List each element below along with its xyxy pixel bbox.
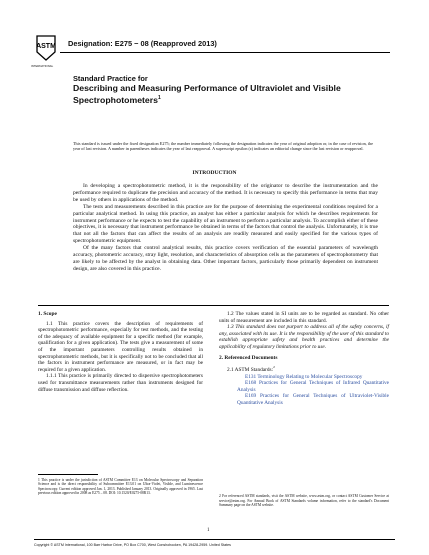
section-rule bbox=[38, 305, 389, 306]
scope-heading: 1. Scope bbox=[38, 311, 57, 317]
reference-item[interactable] bbox=[219, 380, 389, 393]
footnote-text: 2 For referenced ASTM standards, visit the ASTM website, www.astm.org, or contact ASTM Customer Service at service@astm.org. For Annual Book of ASTM Standards volume information, refer to the standard's Document Summary page on the ASTM website. bbox=[219, 494, 389, 508]
reference-code[interactable]: E131 bbox=[245, 373, 257, 380]
intro-paragraph: The tests and measurements described in this practice are for the purpose of determining the experimental conditions required for a particular analytical method. In using this practice, an analyst has either a particular analysis for which he describes requirements for instrument performance or he expects to test the capability of an instrument to perform a particular analysis. To accomplish either of these objectives, it is necessary that instrument performance be obtained in terms of the factors that control the analysis. Unfortunately, it is true that not all the factors that can affect the results of an analysis are readily measured and easily specified for the various types of spectrophotometric equipment. bbox=[73, 203, 378, 245]
right-column bbox=[219, 311, 389, 406]
reference-list bbox=[219, 374, 389, 407]
intro-paragraph: Of the many factors that control analytical results, this practice covers verification of the essential parameters of wavelength accuracy, photometric accuracy, stray light, resolution, and characteristics of absorption cells as the parameters of spectrophotometry that are likely to be affected by the analyst in obtaining data. Other important factors, particularly those primarily dependent on instrument design, are also covered in this practice. bbox=[73, 245, 378, 272]
scope-paragraph: 1.1 This practice covers the description of requirements of spectrophotometric performance, especially for test methods, and the testing of the adequacy of available equipment for a specific method (for example, qualification for a given application). The tests give a measurement of some of the important parameters controlling results obtained in spectrophotometric methods, but it is specifically not to be concluded that all the factors in instrument performance are measured, or in fact may be required for a given application. bbox=[38, 320, 203, 373]
scope-paragraph: 1.2 The values stated in SI units are to be regarded as standard. No other units of measurement are included in this standard. bbox=[219, 311, 389, 324]
designation: Designation: E275 − 08 (Reapproved 2013) bbox=[68, 39, 217, 48]
reference-title[interactable]: Terminology Relating to Molecular Spectroscopy bbox=[257, 373, 363, 380]
page-number: 1 bbox=[207, 528, 210, 533]
astm-logo-icon bbox=[34, 34, 58, 64]
reference-item[interactable] bbox=[219, 393, 389, 406]
footnote-text: 1 This practice is under the jurisdiction of ASTM Committee E13 on Molecular Spectroscopy and Separation Science and is the direct responsibility of Subcommittee E13.01 on Ultra-Violet, Visible, and Luminescence Spectroscopy. Current edition approved Jan. 1, 2013. Published January 2013. Originally approved in 1965. Last previous edition approved in 2008 as E275 – 08. DOI: 10.1520/E0275-08R13. bbox=[38, 477, 203, 496]
intro-paragraph: In developing a spectrophotometric method, it is the responsibility of the originator to describe the instrumentation and the performance required to duplicate the precision and accuracy of the method. It is necessary to specify this performance in terms that may be used by others in applications of the method. bbox=[73, 183, 378, 203]
introduction-heading: INTRODUCTION bbox=[192, 170, 237, 176]
copyright-notice: Copyright © ASTM International, 100 Barr Harbor Drive, PO Box C700, West Conshohocken, PA 19428-2959. United States bbox=[34, 543, 231, 547]
astm-standards-subheading bbox=[219, 364, 389, 373]
left-column bbox=[38, 311, 203, 393]
logo-caption: INTERNATIONAL bbox=[31, 64, 54, 68]
astm-standards-label: 2.1 ASTM Standards: bbox=[227, 366, 274, 373]
footnote-rule bbox=[38, 474, 98, 475]
svg-text:ASTM: ASTM bbox=[36, 43, 56, 50]
reference-title[interactable]: Practices for General Techniques of Ultraviolet-Visible Quantitative Analysis bbox=[237, 393, 390, 406]
document-title bbox=[73, 83, 363, 105]
standard-type: Standard Practice for bbox=[73, 74, 148, 83]
reference-code[interactable]: E168 bbox=[245, 380, 257, 387]
introduction-body bbox=[73, 183, 378, 273]
designation-notice: This standard is issued under the fixed designation E275; the number immediately following the designation indicates the year of original adoption or, in the case of revision, the year of last revision. A number in parentheses indicates the year of last reapproval. A superscript epsilon (ε) indicates an editorial change since the last revision or reapproval. bbox=[73, 141, 373, 152]
footer-rule bbox=[34, 539, 395, 540]
footnote-right bbox=[219, 494, 389, 508]
astm-standards-footnote-mark: 2 bbox=[273, 365, 275, 370]
references-heading: 2. Referenced Documents bbox=[219, 354, 278, 361]
document-title-text: Describing and Measuring Performance of Ultraviolet and Visible Spectrophotometers bbox=[73, 83, 341, 106]
scope-paragraph: 1.1.1 This practice is primarily directed to dispersive spectrophotometers used for transmittance measurements rather than instruments designed for diffuse transmission and diffuse reflection. bbox=[38, 373, 203, 393]
header-rule bbox=[60, 52, 390, 53]
title-footnote-mark: 1 bbox=[157, 95, 161, 102]
reference-title[interactable]: Practices for General Techniques of Infrared Quantitative Analysis bbox=[237, 380, 390, 393]
safety-paragraph: 1.3 This standard does not purport to address all of the safety concerns, if any, associated with its use. It is the responsibility of the user of this standard to establish appropriate safety and health practices and determine the applicability of regulatory limitations prior to use. bbox=[219, 324, 389, 350]
footnote-left bbox=[38, 474, 203, 496]
reference-code[interactable]: E169 bbox=[245, 393, 257, 400]
